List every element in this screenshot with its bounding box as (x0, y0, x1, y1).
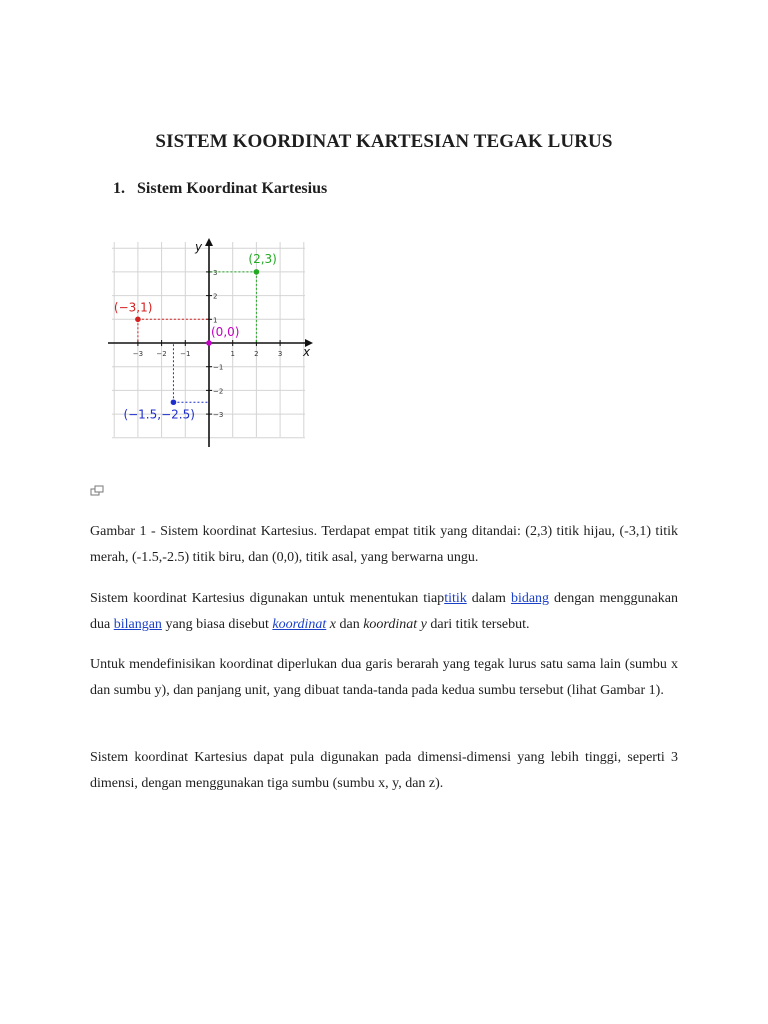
paragraph-text: dan (336, 617, 364, 632)
x-tick-label: 2 (254, 350, 259, 358)
link-bilangan[interactable]: bilangan (113, 617, 162, 632)
x-tick-label: 1 (230, 350, 235, 358)
paragraph-text: yang biasa disebut (161, 617, 273, 632)
y-tick-label: −1 (213, 363, 224, 372)
point-label: (2,3) (248, 251, 277, 266)
image-placeholder-icon[interactable] (90, 485, 104, 497)
y-tick-label: −3 (213, 411, 224, 420)
paragraph-text: dalam (466, 591, 511, 606)
y-tick-label: −2 (213, 387, 224, 396)
x-tick-label: 3 (277, 350, 283, 358)
document-title: SISTEM KOORDINAT KARTESIAN TEGAK LURUS (155, 131, 613, 152)
variable-koordinat-y: koordinat y (363, 617, 427, 632)
section-heading (113, 180, 327, 198)
x-tick-label: −3 (132, 350, 144, 358)
y-tick-label: 2 (213, 292, 218, 301)
x-tick-label: −2 (156, 350, 167, 358)
point-marker (135, 317, 141, 323)
section-number: 1. (113, 180, 125, 197)
higher-dimension-paragraph: Sistem koordinat Kartesius dapat pula digunakan pada dimensi-dimensi yang lebih tinggi, seperti 3 dimensi, dengan menggunakan tiga sumbu (sumbu x, y, dan z). (90, 750, 678, 791)
cartesian-coordinate-figure (100, 232, 340, 452)
paragraph-text: Sistem koordinat Kartesius digunakan untuk menentukan tiap (90, 591, 445, 606)
figure-caption-paragraph: Gambar 1 - Sistem koordinat Kartesius. Terdapat empat titik yang ditandai: (2,3) titik hijau, (-3,1) titik merah, (-1.5,-2.5) titik biru, dan (0,0), titik asal, yang berwarna ungu. (90, 524, 678, 565)
point-marker (254, 269, 260, 275)
y-axis-label: y (195, 240, 203, 254)
definition-paragraph (90, 586, 678, 638)
x-axis-label: x (303, 345, 311, 359)
section-heading-text: Sistem Koordinat Kartesius (137, 180, 328, 197)
point-label: (−1.5,−2.5) (123, 407, 195, 422)
link-titik[interactable]: titik (444, 591, 467, 606)
link-koordinat[interactable]: koordinat (272, 617, 327, 632)
point-label: (−3,1) (113, 300, 153, 315)
point-marker (206, 340, 212, 346)
point-marker (171, 399, 177, 405)
x-tick-label: −1 (180, 350, 191, 358)
axes-definition-paragraph: Untuk mendefinisikan koordinat diperlukan dua garis berarah yang tegak lurus satu sama lain (sumbu x dan sumbu y), dan panjang unit, yang dibuat tanda-tanda pada kedua sumbu tersebut (lihat Gambar 1). (90, 657, 678, 698)
paragraph-text: dari titik tersebut. (426, 617, 530, 632)
link-bidang[interactable]: bidang (510, 591, 550, 606)
point-label: (0,0) (211, 325, 240, 339)
variable-x: x (329, 617, 336, 632)
paragraph-text: dengan menggunakan dua (90, 591, 678, 632)
y-tick-label: 1 (213, 316, 218, 325)
y-tick-label: 3 (213, 268, 218, 277)
y-axis-arrow (205, 238, 213, 246)
